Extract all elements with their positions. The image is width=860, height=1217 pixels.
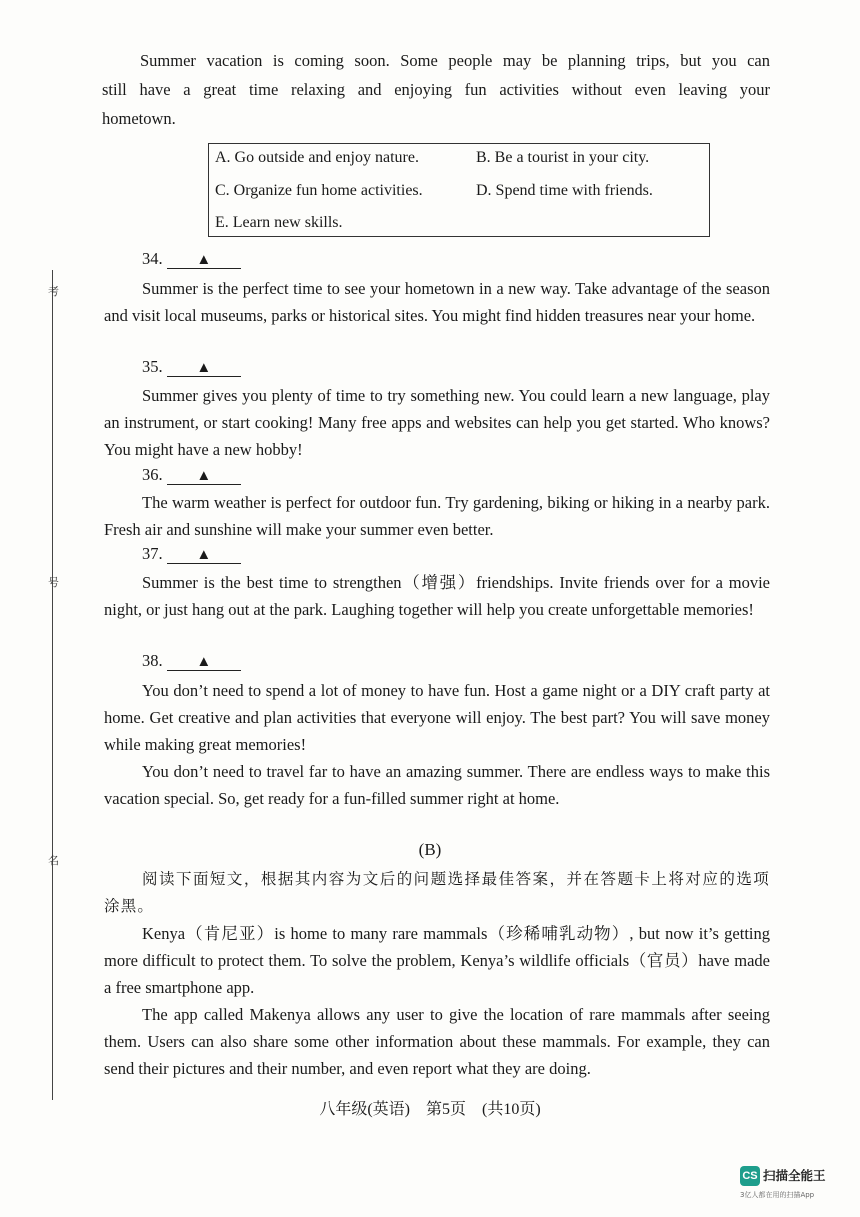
- option-e: E. Learn new skills.: [215, 214, 343, 231]
- question-36-blank: [142, 465, 241, 485]
- question-34-blank: [142, 249, 241, 269]
- option-b: B. Be a tourist in your city.: [476, 149, 650, 166]
- question-number: 34.: [142, 249, 163, 268]
- intro-line: still have a great time relaxing and enjoying fun activities without even leaving your: [102, 80, 770, 99]
- answer-blank: ▲: [167, 654, 241, 671]
- question-number: 37.: [142, 544, 163, 563]
- intro-line: Summer vacation is coming soon. Some people may be planning trips, but you can: [140, 51, 770, 70]
- question-35-blank: [142, 357, 241, 377]
- question-number: 38.: [142, 651, 163, 670]
- scanner-app-name: 扫描全能王: [763, 1168, 826, 1183]
- answer-blank: ▲: [167, 252, 241, 269]
- question-34-paragraph: Summer is the perfect time to see your hometown in a new way. Take advantage of the season and visit local museums, parks or historical sites. You might find hidden treasures near your home.: [104, 279, 770, 325]
- options-box: [208, 143, 710, 237]
- answer-blank: ▲: [167, 468, 241, 485]
- binding-line: [52, 270, 53, 1100]
- answer-blank: ▲: [167, 547, 241, 564]
- section-b-instruction: 阅读下面短文，根据其内容为文后的问题选择最佳答案，并在答题卡上将对应的选项涂黑。: [104, 870, 770, 915]
- margin-mark: 名: [48, 855, 59, 867]
- scanner-watermark: [740, 1166, 845, 1206]
- section-b-heading: (B): [418, 840, 442, 859]
- option-c: C. Organize fun home activities.: [215, 182, 423, 199]
- question-38-blank: [142, 651, 241, 671]
- question-number: 36.: [142, 465, 163, 484]
- question-38-paragraph: You don’t need to spend a lot of money to have fun. Host a game night or a DIY craft party at home. Get creative and plan activities that everyone will enjoy. The best part? You will save money while making great memories!: [104, 681, 770, 754]
- margin-mark: 号: [48, 577, 59, 589]
- camscanner-logo-icon: CS: [740, 1166, 760, 1186]
- option-a: A. Go outside and enjoy nature.: [215, 149, 419, 166]
- answer-blank: ▲: [167, 360, 241, 377]
- margin-mark: 考: [48, 286, 59, 298]
- question-37-blank: [142, 544, 241, 564]
- question-number: 35.: [142, 357, 163, 376]
- conclusion-paragraph: You don’t need to travel far to have an amazing summer. There are endless ways to make this vacation special. So, get ready for a fun-filled summer right at home.: [104, 762, 770, 808]
- question-36-paragraph: The warm weather is perfect for outdoor fun. Try gardening, biking or hiking in a nearby park. Fresh air and sunshine will make your summer even better.: [104, 493, 770, 539]
- page-footer: 八年级(英语) 第5页 (共10页): [319, 1101, 541, 1118]
- section-b-paragraph-1: Kenya（肯尼亚）is home to many rare mammals（珍稀哺乳动物）, but now it’s getting more difficult to protect them. To solve the problem, Kenya’s wildlife officials（官员）have made a free smartphone app.: [104, 924, 770, 997]
- section-b-paragraph-2: The app called Makenya allows any user to give the location of rare mammals after seeing them. Users can also share some other information about these mammals. For example, they can send their pictures and their number, and even report what they are doing.: [104, 1005, 770, 1078]
- intro-paragraph: [102, 47, 770, 132]
- scanner-tagline: 3亿人都在用的扫描App: [740, 1191, 815, 1199]
- question-37-paragraph: Summer is the best time to strengthen（增强）friendships. Invite friends over for a movie night, or just hang out at the park. Laughing together will help you create unforgettable memories!: [104, 573, 770, 619]
- option-d: D. Spend time with friends.: [476, 182, 653, 199]
- question-35-paragraph: Summer gives you plenty of time to try something new. You could learn a new language, play an instrument, or start cooking! Many free apps and websites can help you get started. Who knows? You might have a new hobby!: [104, 386, 770, 459]
- intro-line: hometown.: [102, 109, 176, 128]
